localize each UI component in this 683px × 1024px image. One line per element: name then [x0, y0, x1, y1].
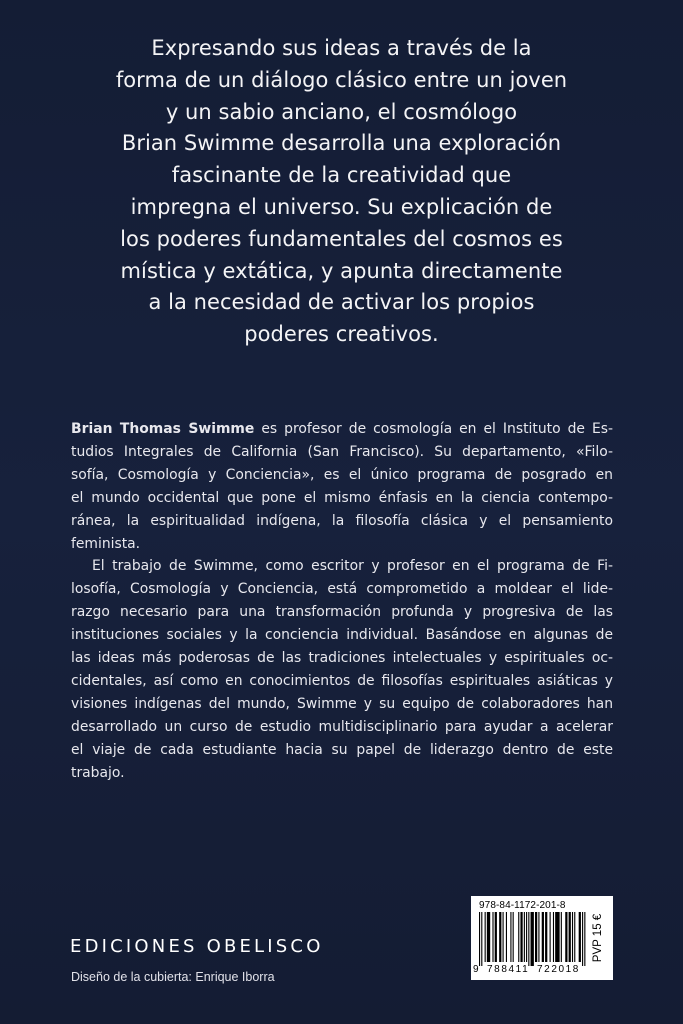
barcode-bar [574, 912, 575, 962]
barcode-bar [526, 912, 527, 962]
cover-design-credit: Diseño de la cubierta: Enrique Iborra [71, 970, 275, 984]
barcode-bar [555, 912, 559, 962]
blurb-line: Expresando sus ideas a través de la [151, 36, 532, 60]
bio-line: razgo necesario para una transformación profunda y progresiva de las [71, 604, 613, 621]
barcode-digits-left: 788411 [487, 964, 530, 975]
barcode-digit-first: 9 [473, 964, 479, 975]
barcode-bar [487, 912, 490, 962]
bio-line: ránea, la espiritualidad indígena, la filosofía clásica y el pensamiento [71, 512, 613, 529]
barcode-bar [479, 912, 480, 966]
bio-paragraph-1 [71, 441, 613, 556]
barcode-bar [535, 912, 537, 962]
barcode-bar [542, 912, 544, 962]
barcode-bar [495, 912, 497, 962]
barcode-bar [569, 912, 571, 962]
barcode-bar [561, 912, 562, 962]
blurb-line: impregna el universo. Su explicación de [130, 194, 553, 219]
price-label [587, 902, 609, 974]
bio-line: losofía, Cosmología y Conciencia, está comprometido a moldear el lide- [71, 581, 613, 598]
blurb-line: y un sabio anciano, el cosmólogo [165, 99, 518, 124]
barcode-bar [510, 912, 511, 962]
blurb [60, 33, 623, 351]
bio-line: tudios Integrales de California (San Francisco). Su departamento, «Filo- [71, 443, 613, 460]
price-text: PVP 15 € [592, 913, 604, 963]
barcode-bar [513, 912, 514, 962]
barcode-bar [531, 912, 534, 966]
barcode-bar [485, 912, 486, 962]
bio-line: instituciones sociales y la conciencia individual. Basándose en algunas de [71, 627, 613, 644]
barcode-bar [499, 912, 501, 962]
bio-paragraph-2 [71, 555, 613, 784]
author-bio [71, 418, 613, 785]
bio-line: feminista. [71, 535, 141, 552]
barcode-bar [579, 912, 581, 962]
blurb-line: poderes creativos. [244, 322, 439, 347]
blurb-line: a la necesidad de activar los propios [148, 290, 535, 315]
barcode-bar [584, 912, 585, 966]
barcode-bar [538, 912, 539, 962]
barcode-bar [582, 912, 583, 966]
bio-line: visiones indígenas del mundo, Swimme y su equipo de colaboradores han [71, 695, 613, 712]
isbn-text: 978-84-1172-201-8 [479, 900, 566, 911]
bio-line: sofía, Cosmología y Conciencia», es el único programa de posgrado en [71, 466, 613, 483]
blurb-line: mística y extática, y apunta directamente [120, 258, 563, 283]
blurb-line: fascinante de la creatividad que [171, 163, 512, 188]
bio-line: El trabajo de Swimme, como escritor y profesor en el programa de Fi- [92, 558, 613, 575]
barcode-bar [520, 912, 522, 962]
publisher-name: EDICIONES OBELISCO [70, 936, 324, 957]
bio-line: el viaje de cada estudiante hacia su papel de liderazgo dentro de este [71, 741, 613, 758]
barcode-label [471, 896, 613, 980]
barcode-bar [481, 912, 482, 966]
barcode-bar [503, 912, 504, 962]
barcode-digits-right: 722018 [537, 964, 580, 975]
bio-line: desarrollado un curso de estudio multidisciplinario para ayudar a acelerar [71, 718, 613, 735]
barcode-bars [477, 912, 587, 966]
barcode-bar [572, 912, 573, 962]
blurb-line: los poderes fundamentales del cosmos es [120, 226, 563, 251]
barcode-bar [528, 912, 529, 966]
barcode-bar [565, 912, 567, 962]
bio-line [71, 418, 613, 441]
barcode-bar [545, 912, 547, 962]
bio-line: el mundo occidental que pone el mismo énfasis en la ciencia contempo- [71, 489, 613, 506]
bio-line: las ideas más poderosas de las tradiciones intelectuales y espirituales oc- [71, 650, 613, 667]
barcode-bar [506, 912, 507, 962]
blurb-line: forma de un diálogo clásico entre un joven [115, 67, 568, 92]
bio-line-rest: es profesor de cosmología en el Instituto de Es- [254, 421, 613, 437]
bio-line: cidentales, así como en conocimientos de filosofías espirituales asiáticas y [71, 672, 613, 689]
barcode-bar [550, 912, 551, 962]
bio-line: trabajo. [71, 764, 125, 781]
barcode-bar [518, 912, 519, 962]
barcode-bar [492, 912, 493, 962]
author-name: Brian Thomas Swimme [71, 421, 255, 437]
barcode-bar [524, 912, 525, 962]
barcode-bar [553, 912, 554, 962]
blurb-line: Brian Swimme desarrolla una exploración [121, 131, 562, 156]
